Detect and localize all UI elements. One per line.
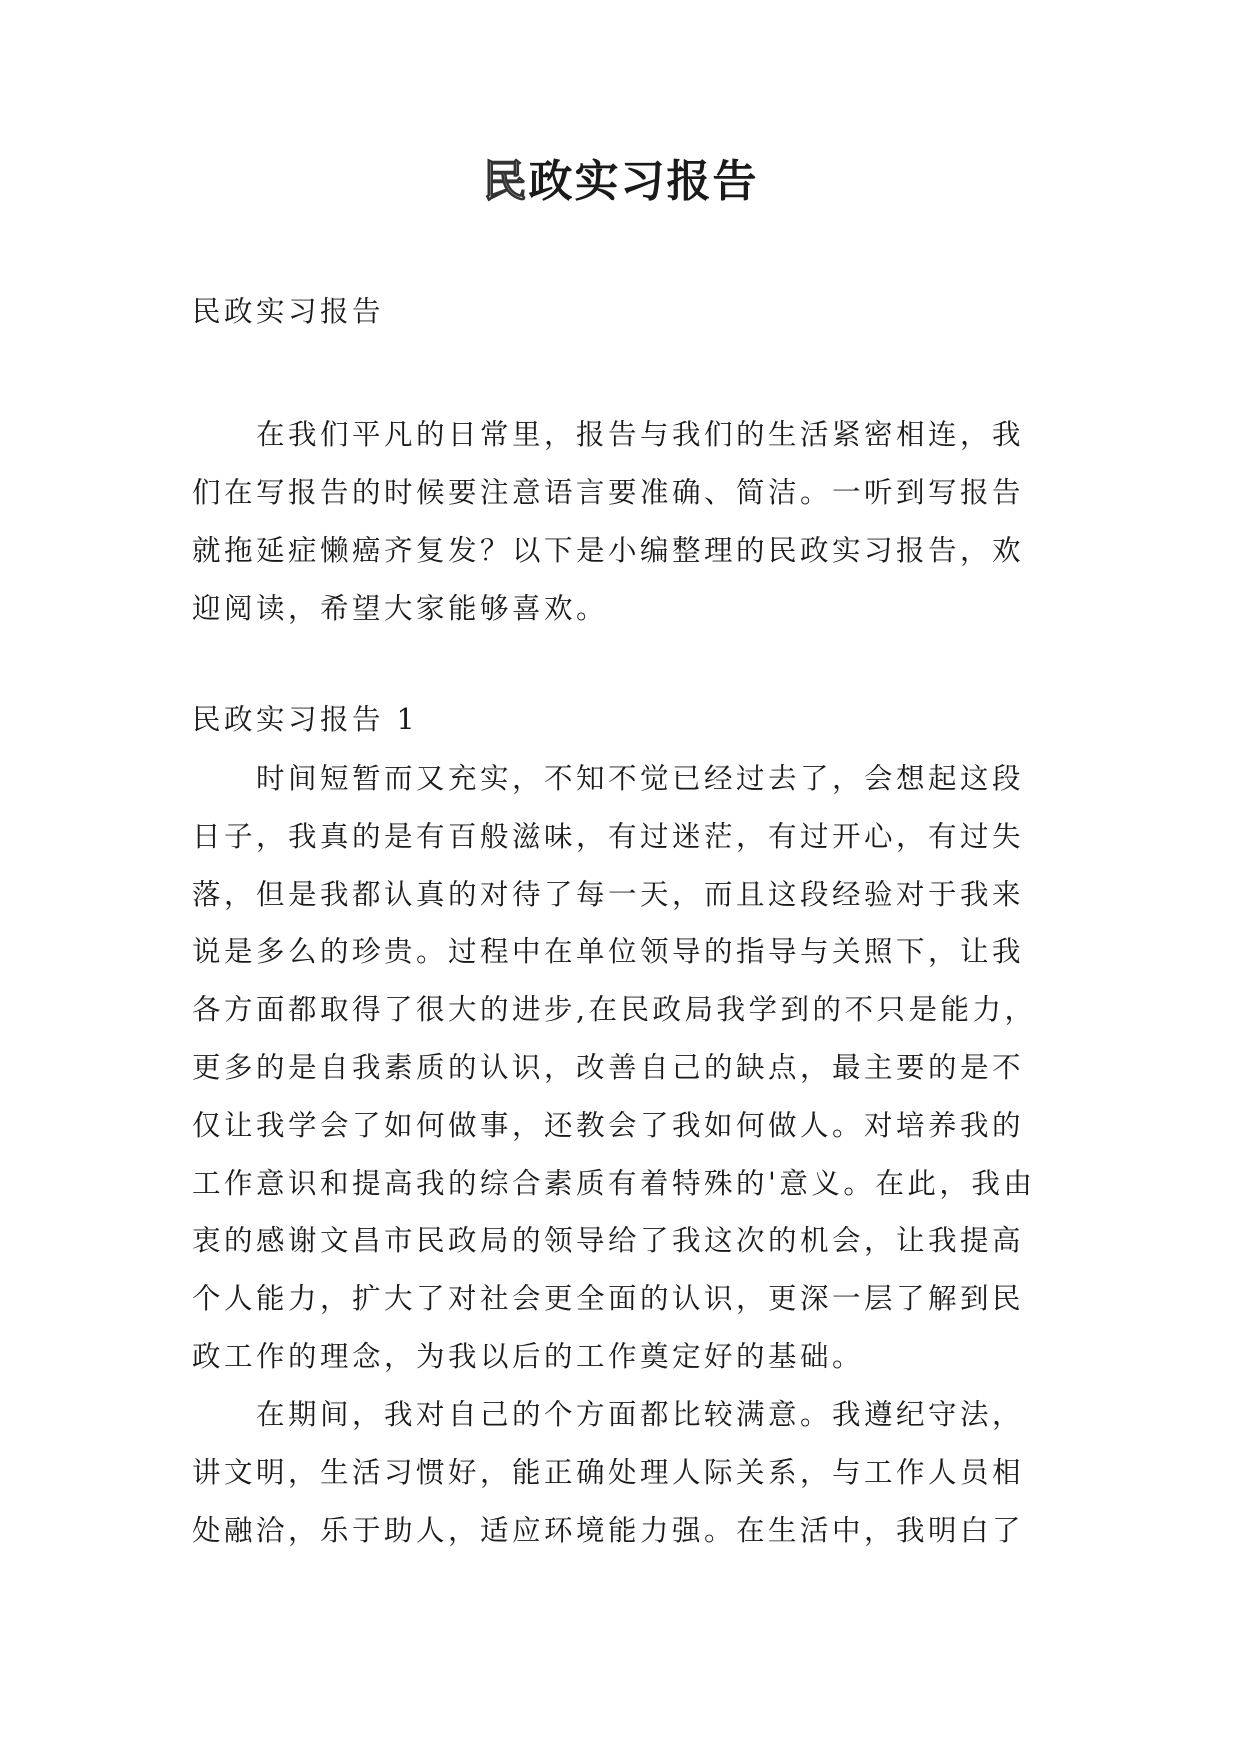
body-paragraph-1: 时间短暂而又充实，不知不觉已经过去了，会想起这段日子，我真的是有百般滋味，有过迷茫，有过开心，有过失落，但是我都认真的对待了每一天，而且这段经验对于我来说是多么的珍贵。过程中在单位领导的指导与关照下，让我各方面都取得了很大的进步,在民政局我学到的不只是能力，更多的是自我素质的认识，改善自己的缺点，最主要的是不仅让我学会了如何做事，还教会了我如何做人。对培养我的工作意识和提高我的综合素质有着特殊的'意义。在此，我由衷的感谢文昌市民政局的领导给了我这次的机会，让我提高个人能力，扩大了对社会更全面的认识，更深一层了解到民政工作的理念，为我以后的工作奠定好的基础。 bbox=[192, 762, 1037, 1373]
document-title bbox=[0, 150, 1241, 214]
section-heading: 民政实习报告 1 bbox=[192, 703, 419, 736]
body-paragraph-2: 在期间，我对自己的个方面都比较满意。我遵纪守法，讲文明，生活习惯好，能正确处理人际关系，与工作人员相处融洽，乐于助人，适应环境能力强。在生活中，我明白了 bbox=[192, 1398, 1025, 1547]
document-subtitle: 民政实习报告 bbox=[192, 295, 385, 328]
title-first-character: 民 bbox=[482, 156, 529, 207]
intro-paragraph: 在我们平凡的日常里，报告与我们的生活紧密相连，我们在写报告的时候要注意语言要准确、简洁。一听到写报告就拖延症懒癌齐复发？以下是小编整理的民政实习报告，欢迎阅读，希望大家能够喜欢。 bbox=[192, 418, 1025, 625]
title-remaining-text: 政实习报告 bbox=[528, 156, 759, 207]
